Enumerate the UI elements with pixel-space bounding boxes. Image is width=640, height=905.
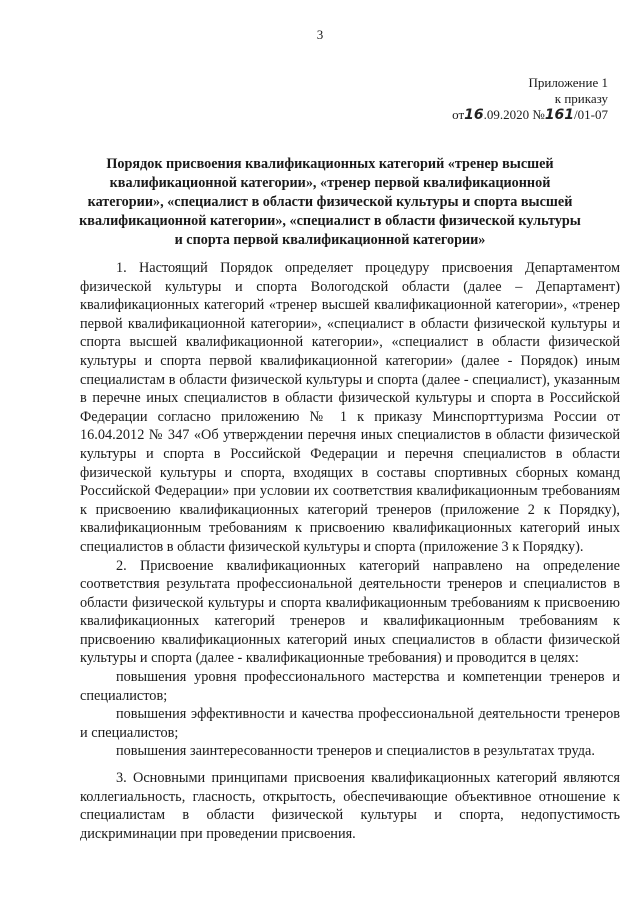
title-line: и спорта первой квалификационной категории»	[174, 232, 486, 248]
page-number: 3	[316, 27, 324, 42]
document-body	[80, 259, 620, 843]
order-date-number	[452, 107, 608, 123]
title-line: квалификационной категории», «тренер первой квалификационной	[109, 175, 551, 191]
order-number-handwritten: 161	[544, 107, 575, 123]
appendix-header	[452, 75, 608, 123]
goal-item-1: повышения уровня профессионального мастерства и компетенции тренеров и специалистов;	[80, 669, 620, 704]
paragraph-1: 1. Настоящий Порядок определяет процедуру присвоения Департаментом физической культуры и спорта Вологодской области (далее – Департамент) квалификационных категорий «тренер высшей квалификационной категории», «тренер первой квалификационной категории», «специалист в области физической культуры и спорта высшей квалификационной категории», «специалист в области физической культуры и спорта первой квалификационной категории» (далее - Порядок) иным специалистам в области физической культуры и спорта (далее - специалист), указанным в перечне иных специалистов в области физической культуры и спорта в Российской Федерации согласно приложению № 1 к приказу Минспорттуризма России от 16.04.2012 № 347 «Об утверждении перечня иных специалистов в области физической культуры и спорта в Российской Федерации и перечня специалистов в области физической культуры и спорта, входящих в составы спортивных сборных команд Российской Федерации» при условии их соответствия квалификационным требованиям к присвоению квалификационных категорий тренеров (приложение 2 к Порядку), квалификационным требованиям к присвоению квалификационных категорий иных специалистов в области физической культуры и спорта (приложение 3 к Порядку).	[80, 260, 620, 555]
order-prefix: от	[452, 107, 465, 122]
order-date-rest: .09.2020 №	[483, 107, 545, 122]
goal-item-2: повышения эффективности и качества профессиональной деятельности тренеров и специалистов;	[80, 706, 620, 741]
order-suffix: /01-07	[574, 107, 608, 122]
paragraph-2: 2. Присвоение квалификационных категорий направлено на определение соответствия результата профессиональной деятельности тренеров и специалистов в области физической культуры и спорта квалификационным требованиям к присвоению квалификационных категорий тренеров и квалификационным требованиям к присвоению квалификационных категорий иных специалистов в области физической культуры и спорта (далее - квалификационные требования) и проводится в целях:	[80, 557, 620, 667]
order-day-handwritten: 16	[464, 107, 484, 123]
appendix-order-label: к приказу	[554, 91, 608, 106]
appendix-label: Приложение 1	[528, 75, 608, 90]
title-line: категории», «специалист в области физической культуры и спорта высшей	[87, 194, 573, 210]
paragraph-3: 3. Основными принципами присвоения квалификационных категорий являются коллегиальность, гласность, открытость, обеспечивающие объективное отношение к специалистам в области физической культуры и спорта, недопустимость дискриминации при проведении присвоения.	[80, 770, 620, 842]
title-line: квалификационной категории», «специалист в области физической культуры	[79, 213, 581, 229]
goal-item-3: повышения заинтересованности тренеров и специалистов в результатах труда.	[116, 743, 595, 760]
title-line: Порядок присвоения квалификационных категорий «тренер высшей	[106, 156, 554, 172]
document-title	[60, 155, 600, 250]
